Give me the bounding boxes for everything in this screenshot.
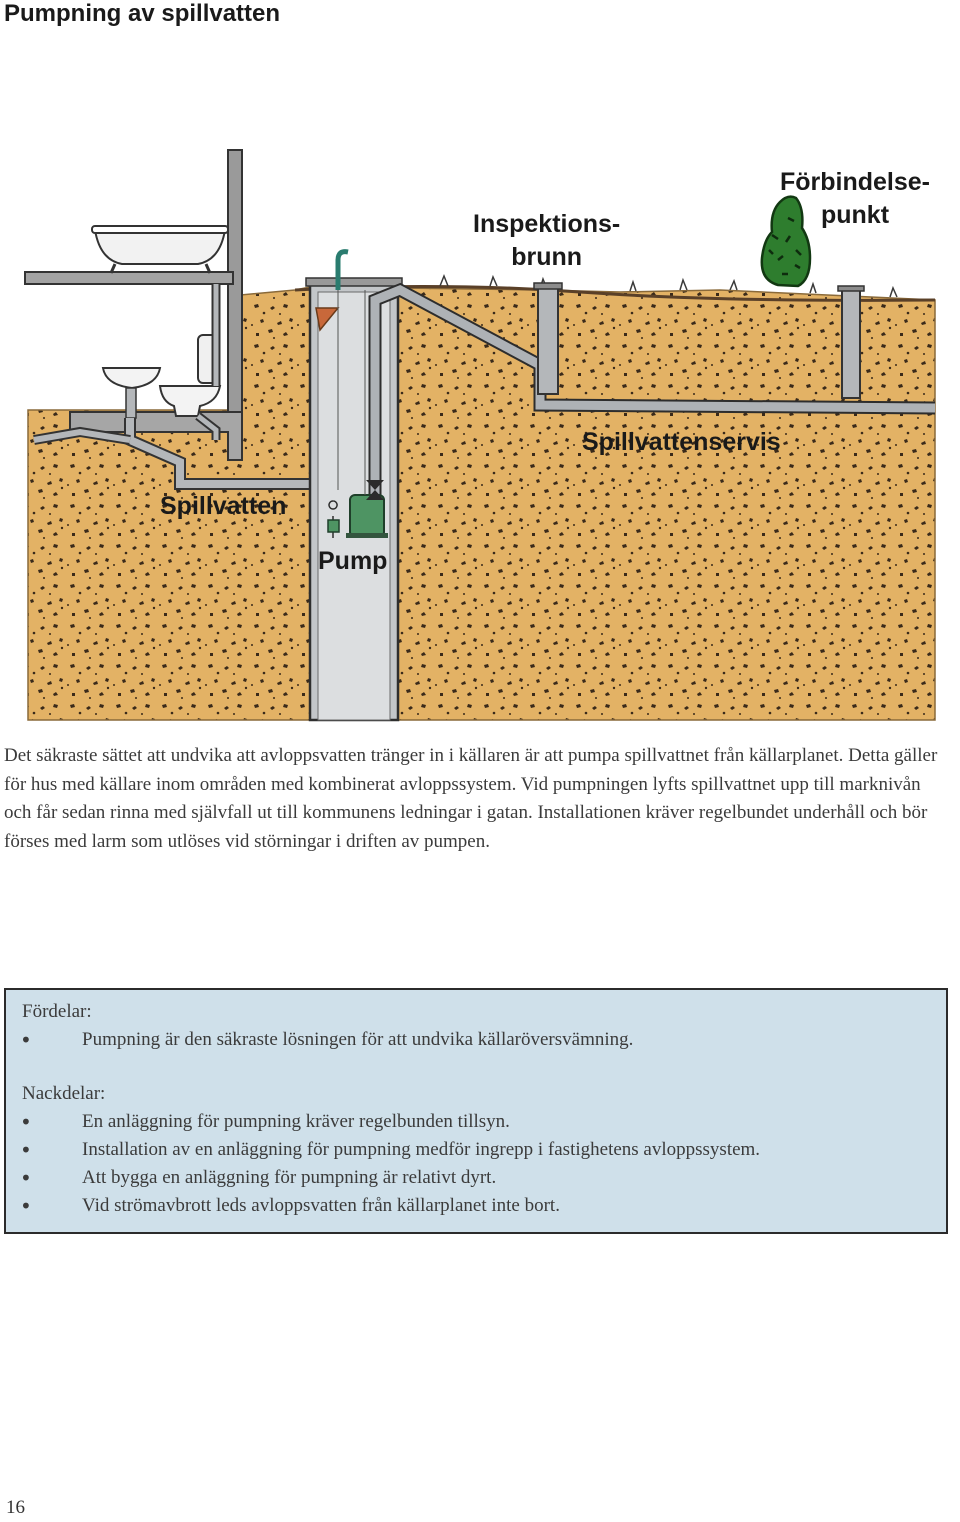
label-service-line: Spillvattenservis bbox=[582, 428, 781, 456]
upper-floor-slab bbox=[25, 272, 233, 284]
label-inspection-well: Inspektions- brunn bbox=[473, 210, 621, 271]
list-item bbox=[6, 1108, 946, 1136]
label-connection-point: Förbindelse- punkt bbox=[780, 168, 931, 229]
inspection-well bbox=[534, 283, 562, 394]
cons-item: Vid strömavbrott leds avloppsvatten från källarplanet inte bort. bbox=[82, 1195, 560, 1216]
label-pump: Pump bbox=[318, 547, 388, 575]
cons-heading: Nackdelar: bbox=[22, 1083, 106, 1104]
page-number: 16 bbox=[6, 1497, 25, 1518]
bullet-icon: • bbox=[20, 1166, 32, 1190]
wastewater-pumping-illustration bbox=[20, 140, 940, 725]
pros-heading: Fördelar: bbox=[22, 1001, 92, 1022]
list-item bbox=[6, 1136, 946, 1164]
page-title: Pumpning av spillvatten bbox=[4, 0, 281, 27]
bathtub-icon bbox=[92, 226, 228, 273]
bullet-icon: • bbox=[20, 1138, 32, 1162]
bullet-icon: • bbox=[20, 1194, 32, 1218]
cons-item: En anläggning för pumpning kräver regelbunden tillsyn. bbox=[82, 1111, 510, 1132]
cons-item: Installation av en anläggning för pumpning medför ingrepp i fastighetens avloppssystem. bbox=[82, 1139, 761, 1160]
body-paragraph: Det säkraste sättet att undvika att avloppsvatten tränger in i källaren är att pumpa spillvattnet från källarplanet. Detta gäller för hus med källare inom områden med kombinerat avloppssystem. Vid pumpningen lyfts spillvattnet upp till marknivån och får sedan rinna med självfall ut till kommunens ledningar i gatan. Installationen kräver regelbundet underhåll och bör förses med larm som utlöses vid störningar i driften av pumpen. bbox=[4, 745, 938, 852]
list-item bbox=[6, 1192, 946, 1220]
pump-shaft bbox=[306, 252, 402, 720]
bullet-icon: • bbox=[20, 1110, 32, 1134]
connection-riser bbox=[838, 286, 864, 398]
label-wastewater: Spillvatten bbox=[160, 492, 287, 520]
pros-cons-box bbox=[4, 988, 948, 1234]
bullet-icon: • bbox=[20, 1028, 32, 1052]
cons-item: Att bygga en anläggning för pumpning är relativt dyrt. bbox=[82, 1167, 497, 1188]
pros-item: Pumpning är den säkraste lösningen för att undvika källaröversvämning. bbox=[82, 1029, 634, 1050]
list-item bbox=[6, 1164, 946, 1192]
list-item bbox=[6, 1026, 946, 1054]
toilet-icon bbox=[160, 335, 220, 416]
